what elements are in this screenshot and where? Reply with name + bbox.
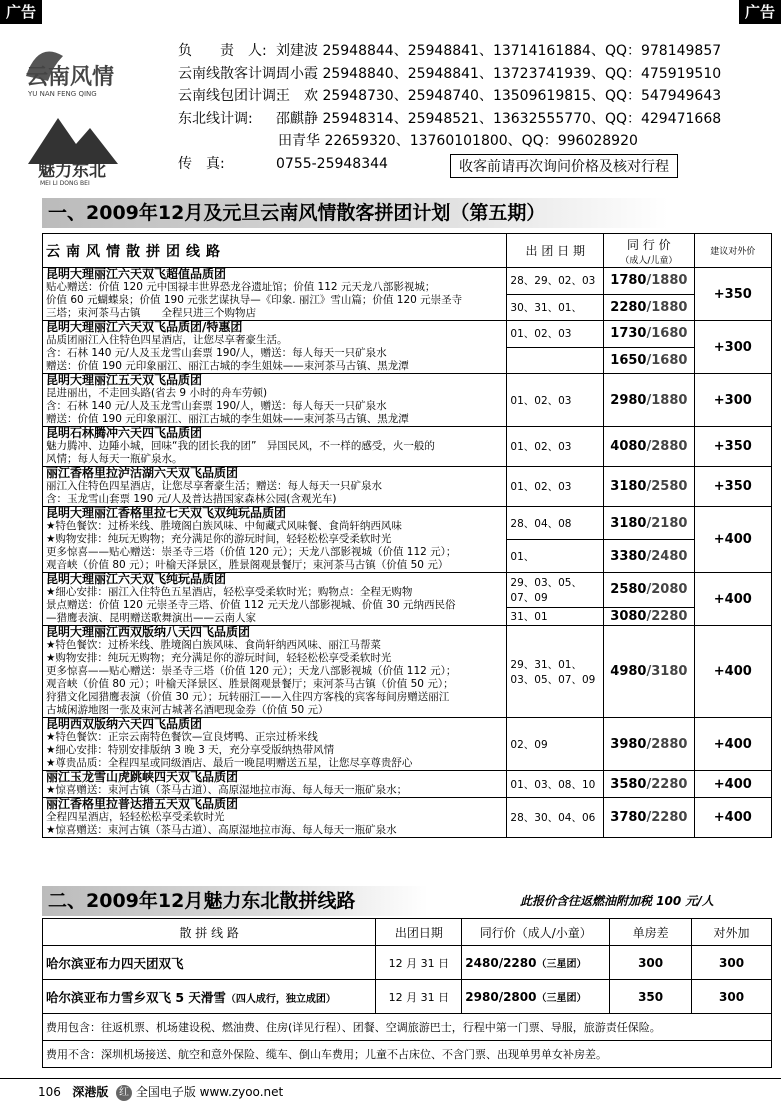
adult-price: 2580 bbox=[610, 582, 647, 598]
route-name: 昆明大理丽江西双版纳八天四飞品质团 bbox=[46, 625, 251, 639]
contact-row bbox=[178, 63, 778, 86]
trade-price bbox=[604, 268, 694, 295]
route-cell bbox=[43, 507, 507, 573]
departure-dates: 30、31、01、 bbox=[507, 294, 604, 321]
table-row bbox=[43, 718, 772, 771]
departure-dates: 01、02、03 bbox=[507, 467, 604, 507]
route-desc-line: 魅力腾冲、边陲小城，回味“我的团长我的团” 异国民风，不一样的感受，火一般的 bbox=[46, 440, 435, 452]
table-row bbox=[43, 980, 772, 1014]
suggested-markup: +350 bbox=[694, 427, 771, 467]
suggested-markup: +300 bbox=[694, 321, 771, 374]
table-row bbox=[43, 946, 772, 980]
route-tag: （四人成行，独立成团） bbox=[225, 993, 336, 1005]
table-row bbox=[43, 321, 772, 348]
trade-price bbox=[604, 294, 694, 321]
ad-tag-right: 广告 bbox=[739, 0, 781, 24]
trade-price bbox=[604, 321, 694, 348]
child-price: /1680 bbox=[646, 326, 688, 342]
adult-price: 1780 bbox=[610, 273, 647, 289]
contact-text: 王 欢 25948730、25948740、13509619815、QQ：547949643 bbox=[276, 88, 722, 104]
trade-price bbox=[462, 946, 610, 980]
departure-dates: 01、02、03 bbox=[507, 427, 604, 467]
child-price: /1880 bbox=[646, 299, 688, 315]
departure-date: 12 月 31 日 bbox=[376, 946, 462, 980]
single-room-supplement: 300 bbox=[610, 946, 692, 980]
suggested-markup: +400 bbox=[694, 573, 771, 626]
contact-label: 传 真: bbox=[178, 155, 225, 172]
contact-row bbox=[178, 108, 778, 131]
suggested-markup: +400 bbox=[694, 718, 771, 771]
contact-text: 邵麒静 25948314、25948521、13632555770、QQ：429471668 bbox=[276, 110, 722, 127]
contact-text: 周小霞 25948840、25948841、13723741939、QQ：475919510 bbox=[276, 65, 722, 82]
contact-row bbox=[178, 85, 778, 108]
price-value: 2980/2800 bbox=[465, 990, 537, 1004]
header-price: 同 行 价 （成人/儿童） bbox=[604, 234, 694, 268]
adult-price: 1730 bbox=[610, 326, 647, 342]
contact-row bbox=[178, 130, 778, 153]
route-desc-line: ★细心安排：丽江入住特色五星酒店，轻松享受柔软时光；购物点：全程无购物 bbox=[46, 586, 413, 598]
public-markup: 300 bbox=[692, 980, 772, 1014]
table-row bbox=[43, 771, 772, 798]
route-name: 丽江香格里拉普达措五天双飞品质团 bbox=[46, 797, 239, 811]
child-price: /2280 bbox=[646, 810, 688, 825]
suggested-markup: +400 bbox=[694, 771, 771, 798]
header-date: 出 团 日 期 bbox=[507, 234, 604, 268]
route-cell bbox=[43, 626, 507, 718]
header-route: 散 拼 线 路 bbox=[43, 919, 376, 946]
trade-price bbox=[604, 467, 694, 507]
route-name: 昆明大理丽江六天双飞纯玩品质团 bbox=[46, 572, 227, 586]
adult-price: 2980 bbox=[610, 392, 647, 408]
dongbei-logo-text: 魅力东北 bbox=[38, 161, 106, 181]
departure-dates: 01、 bbox=[507, 540, 604, 573]
route-desc-line: ★惊喜赠送：束河古镇（茶马古道）、高原湿地拉市海、每人每天一瓶矿泉水 bbox=[46, 824, 397, 836]
adult-price: 3980 bbox=[610, 736, 647, 752]
dongbei-table bbox=[42, 918, 772, 1068]
yunnan-table bbox=[42, 233, 772, 838]
child-price: /2880 bbox=[646, 439, 688, 454]
suggested-markup: +400 bbox=[694, 798, 771, 838]
route-name: 丽江玉龙雪山虎跳峡四天双飞品质团 bbox=[46, 770, 239, 784]
route-desc-line: ★购物安排：纯玩无购物；充分满足你的游玩时间，轻轻松松享受柔软时光 bbox=[46, 533, 392, 545]
trade-price bbox=[604, 573, 694, 608]
departure-dates: 31、01 bbox=[507, 607, 604, 625]
contact-label: 云南线包团计调: bbox=[178, 88, 281, 104]
route-desc-line: 含：玉龙雪山套票 190 元/人及普达措国家森林公园(含观光车) bbox=[46, 493, 337, 505]
child-price: /2580 bbox=[646, 479, 688, 494]
adult-price: 3180 bbox=[610, 515, 647, 531]
route-cell bbox=[43, 427, 507, 467]
adult-price: 1650 bbox=[610, 352, 647, 368]
departure-dates: 29、31、01、03、05、07、09 bbox=[507, 626, 604, 718]
child-price: /2180 bbox=[646, 515, 688, 531]
route-name: 昆明石林腾冲六天四飞品质团 bbox=[46, 426, 203, 440]
route-desc-line: 三塔；束河茶马古镇 全程只进三个购物店 bbox=[46, 307, 256, 319]
route-cell bbox=[43, 268, 507, 321]
route-desc-line: 贴心赠送：价值 120 元中国禄丰世界恐龙谷遗址馆；价值 112 元天龙八部影视城； bbox=[46, 281, 436, 293]
header-price: 同行价（成人/小童） bbox=[462, 919, 610, 946]
suggested-markup: +300 bbox=[694, 374, 771, 427]
route-desc-line: 观音峡（价值 80 元）；叶榆天泽景区，胜景阁观景餐厅；束河茶马古镇（价值 50 元） bbox=[46, 559, 449, 571]
route-desc-line: 古城闲游地图一张及束河古城著名酒吧现金券（价值 50 元） bbox=[46, 704, 329, 716]
trade-price bbox=[604, 374, 694, 427]
adult-price: 3780 bbox=[610, 810, 647, 825]
site-label: 全国电子版 www.zyoo.net bbox=[135, 1085, 284, 1099]
child-price: /2880 bbox=[646, 736, 688, 752]
table-header-row bbox=[43, 919, 772, 946]
route-name: 昆明大理丽江香格里拉七天双飞双纯玩品质团 bbox=[46, 506, 287, 520]
route-desc-line: 含：石林 140 元/人及玉龙雪山套票 190/人，赠送：每人每天一只矿泉水 bbox=[46, 400, 387, 412]
route-name: 哈尔滨亚布力雪乡双飞 5 天滑雪 bbox=[46, 989, 226, 1005]
departure-dates: 28、04、08 bbox=[507, 507, 604, 540]
route-desc-line: ★特色餐饮：过桥米线、胜境阁白族风味、中甸藏式风味餐、食尚轩纳西风味 bbox=[46, 520, 402, 532]
page-footer bbox=[0, 1078, 781, 1099]
table-row bbox=[43, 507, 772, 540]
route-name: 昆明大理丽江六天双飞超值品质团 bbox=[46, 267, 227, 281]
route-desc-line: ★购物安排：纯玩无购物；充分满足你的游玩时间，轻轻松松享受柔软时光 bbox=[46, 652, 392, 664]
public-markup: 300 bbox=[692, 946, 772, 980]
trade-price bbox=[604, 798, 694, 838]
route-desc-line: 更多惊喜——贴心赠送：崇圣寺三塔（价值 120 元）；天龙八部影视城（价值 112 元）； bbox=[46, 665, 457, 677]
contact-row bbox=[178, 40, 778, 63]
route-desc-line: ★细心安排：特别安排版纳 3 晚 3 天，充分享受版纳热带风情 bbox=[46, 744, 335, 756]
child-price: /1880 bbox=[646, 392, 688, 408]
brand-logos bbox=[18, 36, 168, 186]
departure-dates: 01、03、08、10 bbox=[507, 771, 604, 798]
child-price: /2280 bbox=[646, 776, 688, 792]
table-row bbox=[43, 374, 772, 427]
fee-row bbox=[43, 1041, 772, 1068]
route-desc-line: 观音峡（价值 80 元）；叶榆天泽景区、胜景阁观景餐厅；束河茶马古镇（价值 50 元）； bbox=[46, 678, 454, 690]
contact-label: 东北线计调: bbox=[178, 110, 253, 127]
route-desc-line: 赠送：价值 190 元印象丽江、丽江古城的李生姐妹——束河茶马古镇、黑龙潭 bbox=[46, 360, 409, 372]
route-desc-line: ★尊贵品质：全程四星或同级酒店、最后一晚昆明赠送五星，让您尽享尊贵舒心 bbox=[46, 757, 413, 769]
route-desc-line: 赠送：价值 190 元印象丽江、丽江古城的李生姐妹——束河茶马古镇、黑龙潭 bbox=[46, 413, 409, 425]
route-desc-line: 丽江入住特色四星酒店，让您尽享奢豪生活；赠送：每人每天一只矿泉水 bbox=[46, 480, 382, 492]
route-desc-line: 价值 60 元蝴蝶泉；价值 190 元张艺谋执导—《印象. 丽江》雪山篇；价值 120 元崇圣寺 bbox=[46, 294, 463, 306]
child-price: /2080 bbox=[646, 582, 688, 598]
trade-price bbox=[604, 507, 694, 540]
logo-area bbox=[18, 36, 168, 186]
table-row bbox=[43, 573, 772, 608]
trade-price bbox=[604, 771, 694, 798]
route-name: 昆明大理丽江六天双飞品质团/特惠团 bbox=[46, 320, 243, 334]
child-price: /1880 bbox=[646, 273, 688, 289]
child-price: /2480 bbox=[646, 548, 688, 564]
trade-price bbox=[604, 718, 694, 771]
fee-row bbox=[43, 1014, 772, 1041]
route-name: 哈尔滨亚布力四天团双飞 bbox=[46, 955, 184, 971]
route-desc-line: ★特色餐饮：正宗云南特色餐饮—宣良烤鸭、正宗过桥米线 bbox=[46, 731, 318, 743]
adult-price: 3380 bbox=[610, 548, 647, 564]
departure-dates: 02、09 bbox=[507, 718, 604, 771]
adult-price: 4080 bbox=[610, 439, 647, 454]
route-cell bbox=[43, 798, 507, 838]
route-cell bbox=[43, 946, 376, 980]
contact-text: 田青华 22659320、13760101800、QQ：996028920 bbox=[278, 133, 638, 149]
departure-dates bbox=[507, 347, 604, 374]
route-desc-line: 景点赠送：价值 120 元崇圣寺三塔、价值 112 元天龙八部影视城、价值 30 元纳西民俗 bbox=[46, 599, 456, 611]
header-extra: 对外加 bbox=[692, 919, 772, 946]
trade-price bbox=[604, 540, 694, 573]
dongbei-logo-mountain bbox=[28, 118, 118, 164]
star-rating: （三星团） bbox=[536, 959, 587, 970]
route-cell bbox=[43, 573, 507, 626]
header-date: 出团日期 bbox=[376, 919, 462, 946]
route-name: 昆明西双版纳六天四飞品质团 bbox=[46, 717, 203, 731]
route-desc-line: —猎鹰表演、昆明赠送歌舞演出——云南人家 bbox=[46, 612, 256, 624]
route-desc-line: 风情；每人每天一瓶矿泉水。 bbox=[46, 453, 183, 465]
yunnan-logo-sub: YU NAN FENG QING bbox=[28, 90, 97, 98]
suggested-markup: +400 bbox=[694, 626, 771, 718]
header-extra: 建议对外价 bbox=[694, 234, 771, 268]
table-header-row bbox=[43, 234, 772, 268]
departure-dates: 01、02、03 bbox=[507, 321, 604, 348]
trade-price bbox=[604, 626, 694, 718]
route-desc-line: ★惊喜赠送：束河古镇（茶马古道）、高原湿地拉市海、每人每天一瓶矿泉水； bbox=[46, 784, 408, 796]
trade-price bbox=[604, 607, 694, 625]
route-desc-line: 更多惊喜——贴心赠送：崇圣寺三塔（价值 120 元）；天龙八部影视城（价值 112 元）； bbox=[46, 546, 457, 558]
route-cell bbox=[43, 980, 376, 1014]
table-row bbox=[43, 626, 772, 718]
route-desc-line: 品质团丽江入住特色四星酒店，让您尽享奢豪生活。 bbox=[46, 334, 288, 346]
dongbei-logo-sub: MEI LI DONG BEI bbox=[40, 180, 90, 186]
adult-price: 3080 bbox=[610, 608, 647, 624]
route-cell bbox=[43, 771, 507, 798]
route-desc-line: 全程四星酒店，轻轻松松享受柔软时光 bbox=[46, 811, 225, 823]
suggested-markup: +350 bbox=[694, 268, 771, 321]
edition-badge: 红 bbox=[116, 1085, 132, 1101]
trade-price bbox=[462, 980, 610, 1014]
edition-label: 深港版 bbox=[72, 1085, 109, 1099]
header-route: 云南风情散拼团线路 bbox=[43, 234, 507, 268]
fee-excluded: 费用不含：深圳机场接送、航空和意外保险、缆车、倒山车费用；儿童不占床位、不含门票、出现单男单女补房差。 bbox=[43, 1041, 772, 1068]
route-cell bbox=[43, 321, 507, 374]
adult-price: 3180 bbox=[610, 479, 647, 494]
route-desc-line: 含：石林 140 元/人及玉龙雪山套票 190/人，赠送：每人每天一只矿泉水 bbox=[46, 347, 387, 359]
ad-tag-left: 广告 bbox=[0, 0, 42, 24]
header-single: 单房差 bbox=[610, 919, 692, 946]
route-cell bbox=[43, 718, 507, 771]
yunnan-logo-text: 云南风情 bbox=[26, 64, 115, 90]
departure-dates: 28、30、04、06 bbox=[507, 798, 604, 838]
route-name: 丽江香格里拉泸沽湖六天双飞品质团 bbox=[46, 466, 239, 480]
child-price: /3180 bbox=[646, 664, 688, 679]
adult-price: 4980 bbox=[610, 664, 647, 679]
table-row bbox=[43, 268, 772, 295]
fuel-note: 此报价含往返燃油附加税 100 元/人 bbox=[520, 894, 714, 908]
adult-price: 2280 bbox=[610, 299, 647, 315]
route-desc-line: ★特色餐饮：过桥米线、胜境阁白族风味、食尚轩纳西风味、丽江马帮菜 bbox=[46, 639, 381, 651]
route-cell bbox=[43, 374, 507, 427]
table-row bbox=[43, 798, 772, 838]
child-price: /1680 bbox=[646, 352, 688, 368]
child-price: /2280 bbox=[646, 608, 688, 624]
price-value: 2480/2280 bbox=[465, 956, 537, 970]
contact-text: 0755-25948344 bbox=[276, 155, 388, 172]
star-rating: （三星团） bbox=[536, 993, 587, 1004]
route-name: 昆明大理丽江五天双飞品质团 bbox=[46, 373, 203, 387]
departure-dates: 01、02、03 bbox=[507, 374, 604, 427]
departure-date: 12 月 31 日 bbox=[376, 980, 462, 1014]
trade-price bbox=[604, 347, 694, 374]
single-room-supplement: 350 bbox=[610, 980, 692, 1014]
fee-included: 费用包含：往返机票、机场建设税、燃油费、住房(详见行程）、团餐、空调旅游巴士，行程中第一门票、导服，旅游责任保险。 bbox=[43, 1014, 772, 1041]
departure-dates: 28、29、02、03 bbox=[507, 268, 604, 295]
contact-label: 云南线散客计调: bbox=[178, 65, 281, 82]
section2-title: 二、2009年12月魅力东北散拼线路 bbox=[42, 886, 428, 916]
contact-text: 刘建波 25948844、25948841、13714161884、QQ：978149857 bbox=[276, 43, 722, 59]
route-desc-line: 狩猎文化园猎鹰表演（价值 30 元）；玩转丽江——入住四方客栈的宾客每间房赠送丽江 bbox=[46, 691, 450, 703]
table-row bbox=[43, 467, 772, 507]
route-cell bbox=[43, 467, 507, 507]
section1-title: 一、2009年12月及元旦云南风情散客拼团计划（第五期） bbox=[42, 198, 668, 228]
adult-price: 3580 bbox=[610, 776, 647, 792]
trade-price bbox=[604, 427, 694, 467]
contact-label: 负 责 人: bbox=[178, 43, 267, 59]
page-number: 106 bbox=[38, 1085, 61, 1099]
notice-box: 收客前请再次询问价格及核对行程 bbox=[450, 154, 678, 178]
route-desc-line: 昆进丽出，不走回头路(省去 9 小时的舟车劳顿) bbox=[46, 387, 268, 399]
table-row bbox=[43, 427, 772, 467]
suggested-markup: +400 bbox=[694, 507, 771, 573]
suggested-markup: +350 bbox=[694, 467, 771, 507]
departure-dates: 29、03、05、07、09 bbox=[507, 573, 604, 608]
